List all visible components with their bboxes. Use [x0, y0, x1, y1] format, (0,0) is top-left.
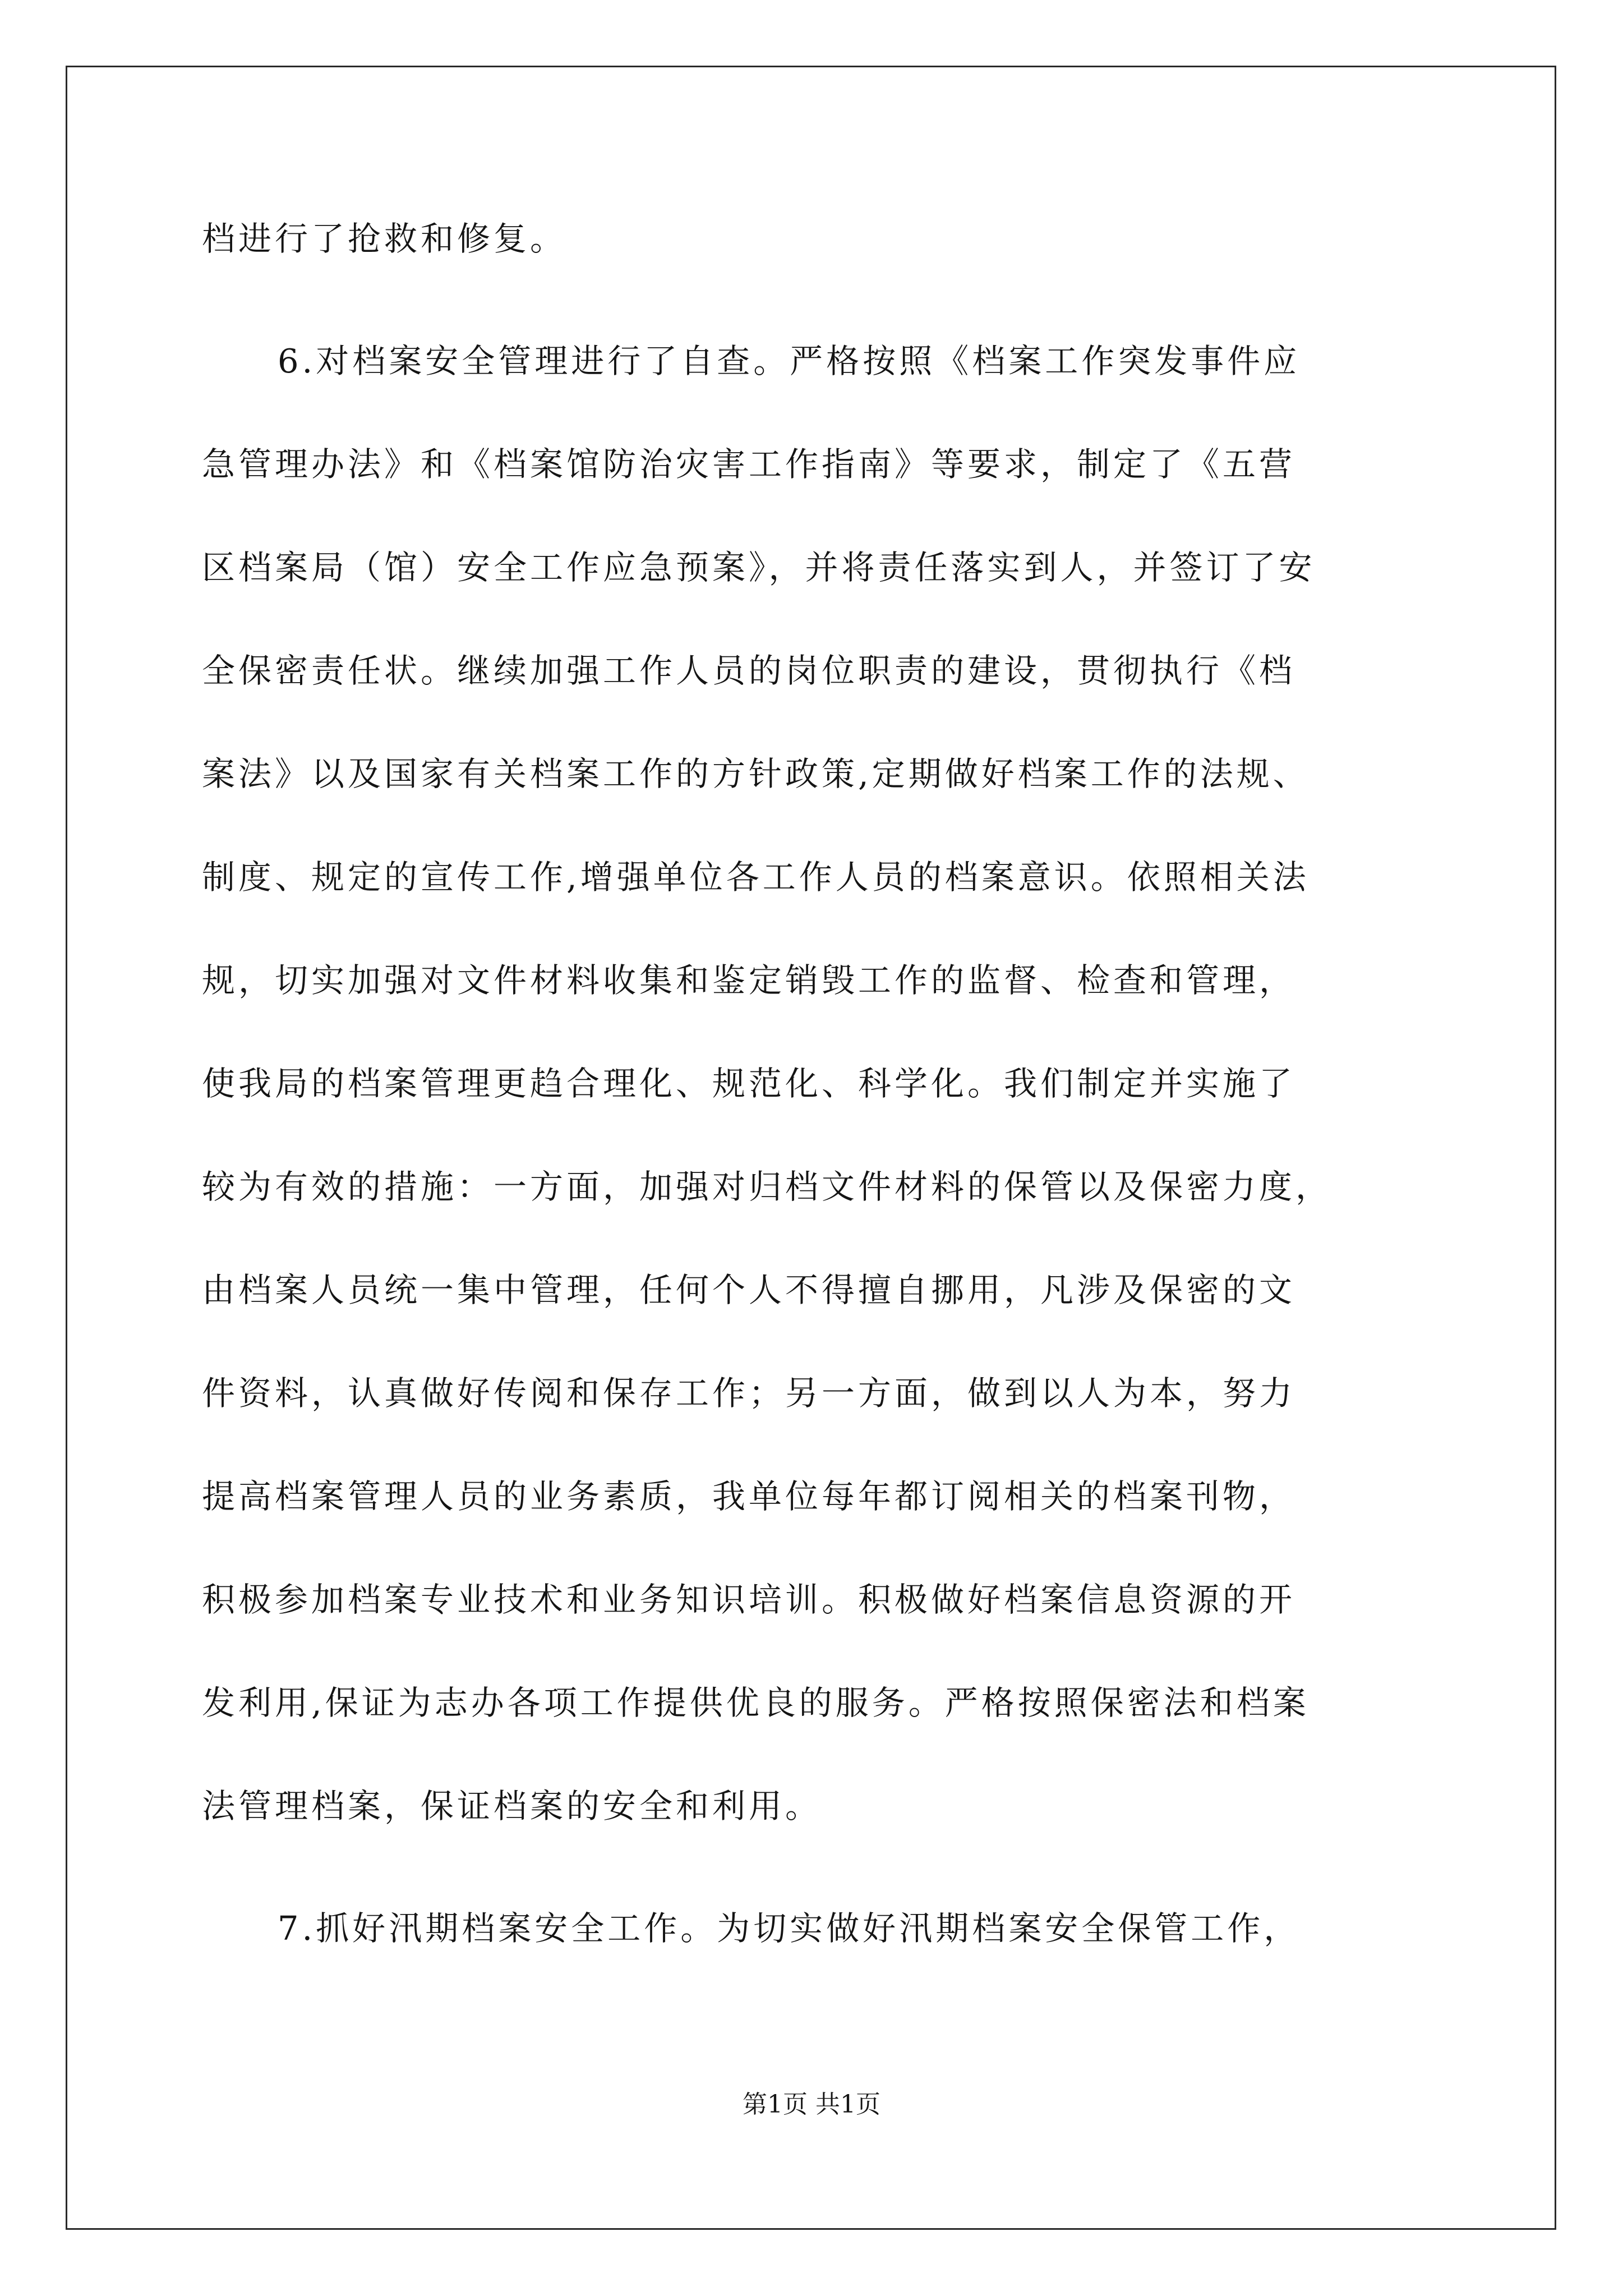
- page-border: [66, 66, 1556, 2230]
- text-line: 法管理档案，保证档案的安全和利用。: [202, 1787, 822, 1825]
- paragraph-6-first-line: 6.对档案安全管理进行了自查。严格按照《档案工作突发事件应: [278, 342, 1301, 380]
- text-line: 急管理办法》和《档案馆防治灾害工作指南》等要求，制定了《五营: [202, 445, 1296, 484]
- text-line: 制度、规定的宣传工作,增强单位各工作人员的档案意识。依照相关法: [202, 858, 1310, 896]
- text-line: 档进行了抢救和修复。: [202, 219, 567, 258]
- text-line: 区档案局（馆）安全工作应急预案》，并将责任落实到人，并签订了安: [202, 548, 1316, 587]
- text-line: 积极参加档案专业技术和业务知识培训。积极做好档案信息资源的开: [202, 1580, 1296, 1619]
- page-number-footer: 第1页 共1页: [743, 2090, 880, 2119]
- text-line: 件资料，认真做好传阅和保存工作；另一方面，做到以人为本，努力: [202, 1374, 1296, 1412]
- text-line: 使我局的档案管理更趋合理化、规范化、科学化。我们制定并实施了: [202, 1064, 1296, 1103]
- text-line: 提高档案管理人员的业务素质，我单位每年都订阅相关的档案刊物，: [202, 1477, 1296, 1516]
- paragraph-7-first-line: 7.抓好汛期档案安全工作。为切实做好汛期档案安全保管工作，: [278, 1909, 1301, 1948]
- text-line: 较为有效的措施：一方面，加强对归档文件材料的保管以及保密力度，: [202, 1167, 1332, 1206]
- text-line: 发利用,保证为志办各项工作提供优良的服务。严格按照保密法和档案: [202, 1683, 1310, 1722]
- text-line: 案法》以及国家有关档案工作的方针政策,定期做好档案工作的法规、: [202, 754, 1310, 793]
- text-line: 由档案人员统一集中管理，任何个人不得擅自挪用，凡涉及保密的文: [202, 1271, 1296, 1309]
- text-line: 规，切实加强对文件材料收集和鉴定销毁工作的监督、检查和管理，: [202, 961, 1296, 1000]
- text-line: 全保密责任状。继续加强工作人员的岗位职责的建设，贯彻执行《档: [202, 651, 1296, 690]
